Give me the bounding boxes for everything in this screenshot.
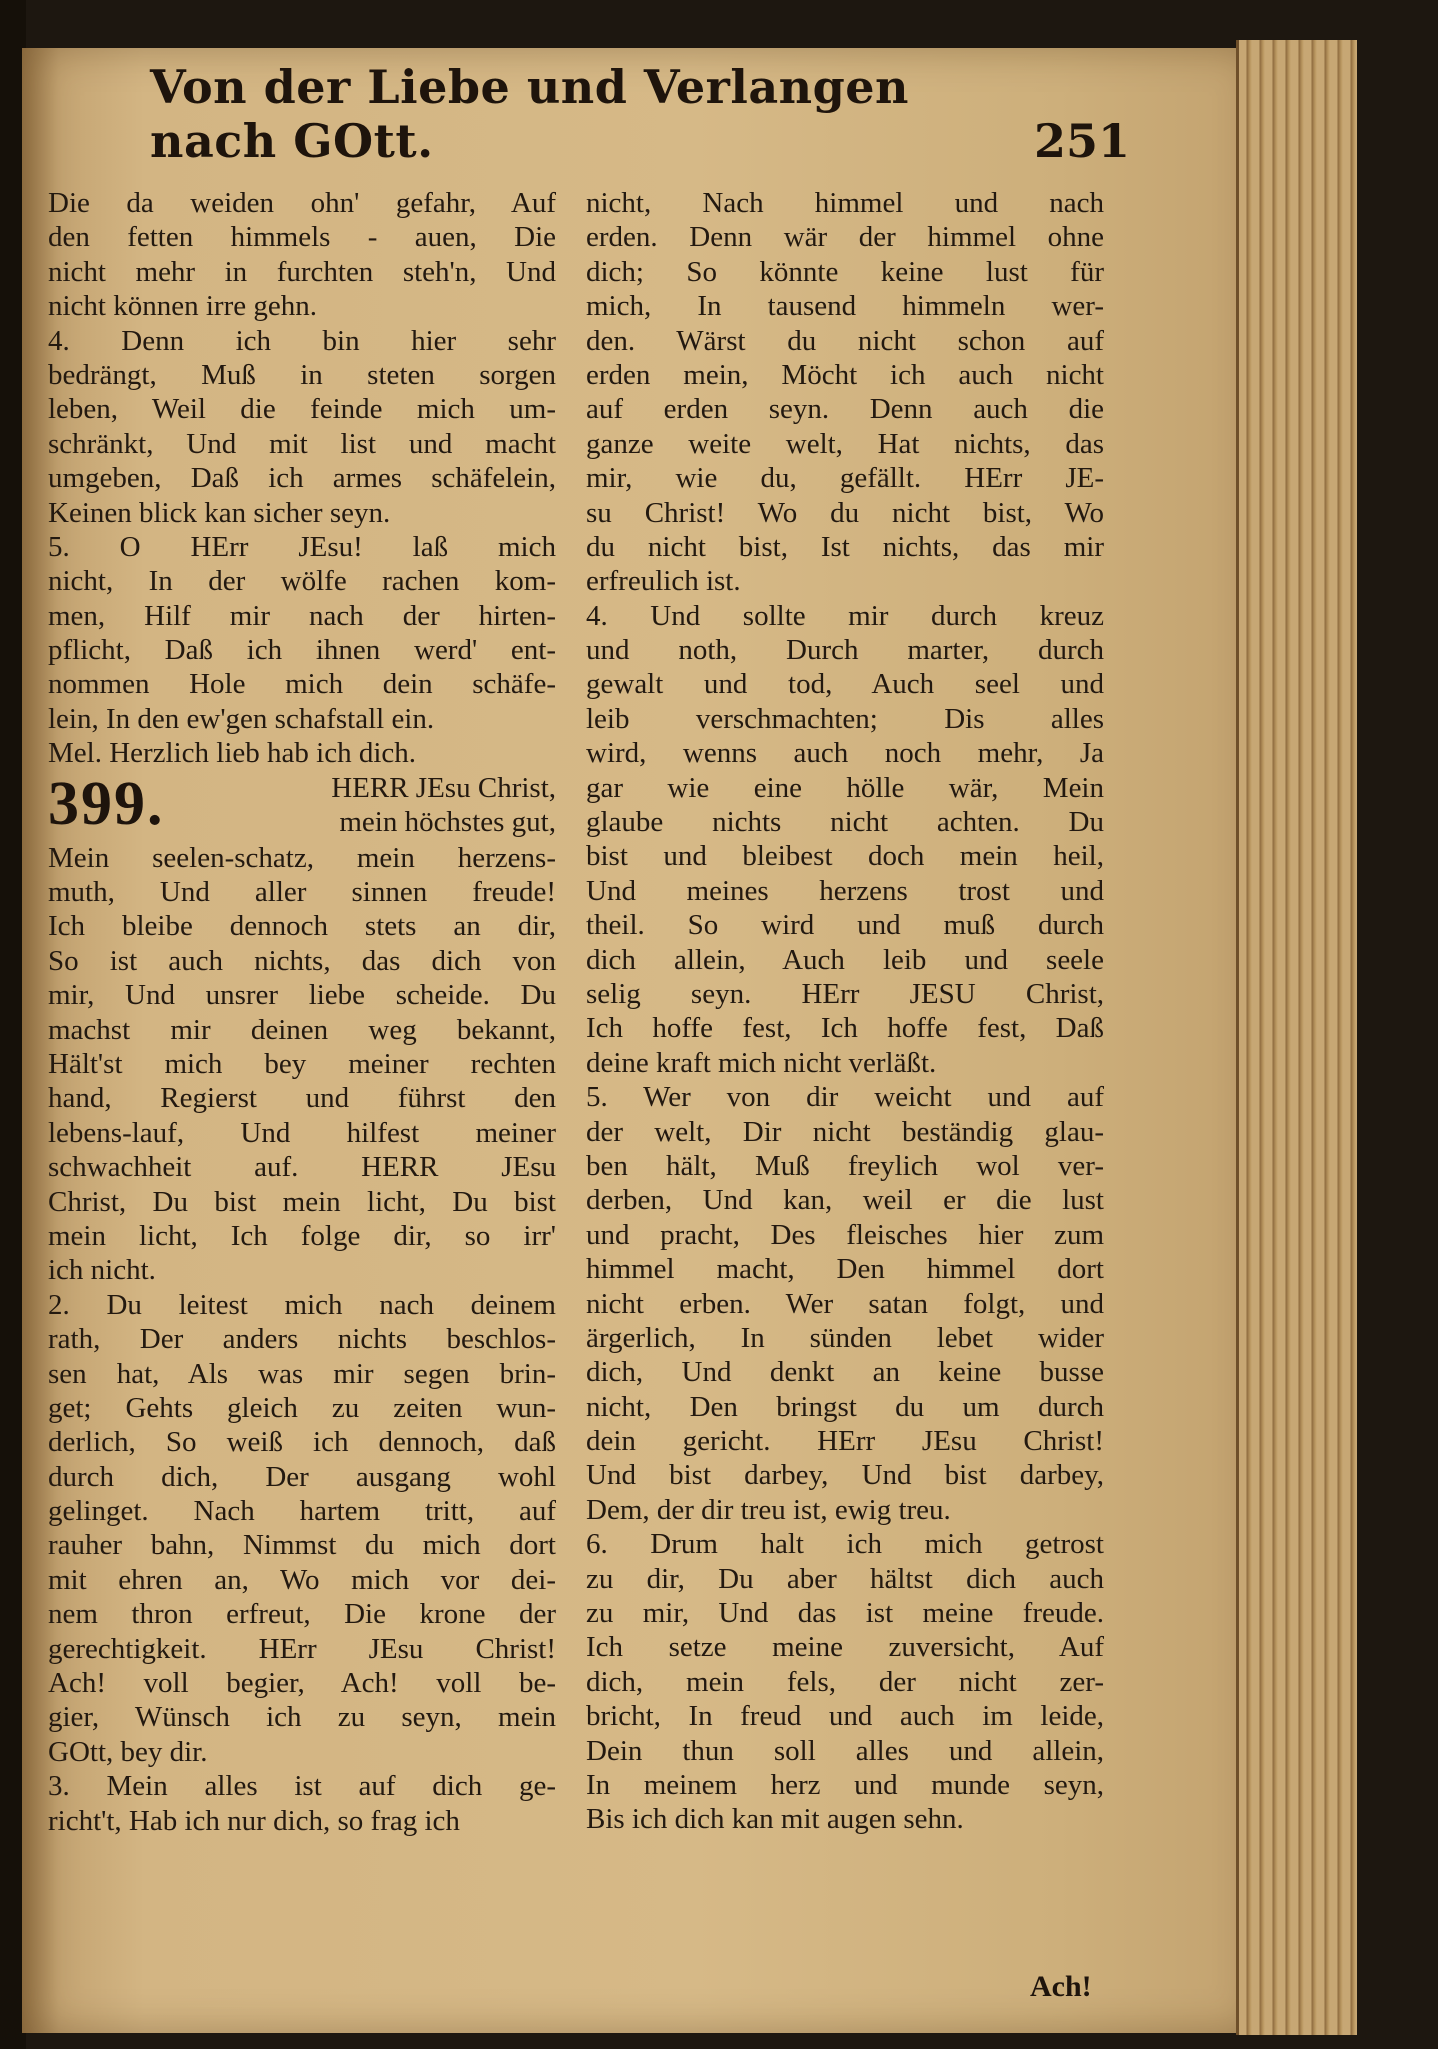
text-line: lein, In den ew'gen schafstall ein. — [48, 702, 435, 735]
text-line: dich; So könnte keine lust für — [586, 255, 1104, 288]
text-line: So ist auch nichts, das dich von — [48, 944, 556, 977]
text-line: ganze weite welt, Hat nichts, das — [586, 427, 1104, 460]
text-line: rath, Der anders nichts beschlos- — [48, 1323, 556, 1356]
text-line: durch dich, Der ausgang wohl — [48, 1460, 556, 1493]
text-line: derlich, So weiß ich dennoch, daß — [48, 1426, 556, 1459]
text-line: get; Gehts gleich zu zeiten wun- — [48, 1391, 556, 1424]
running-title: Von der Liebe und Verlangen nach GOtt. — [150, 60, 909, 168]
text-line: und pracht, Des fleisches hier zum — [586, 1218, 1104, 1251]
catchword: Ach! — [1030, 1970, 1092, 2003]
page-edges — [1236, 40, 1357, 2035]
text-line: bricht, In freud und auch im leide, — [586, 1700, 1104, 1733]
text-line: Hält'st mich bey meiner rechten — [48, 1047, 556, 1080]
text-line: In meinem herz und munde seyn, — [586, 1768, 1104, 1801]
text-line: Dem, der dir treu ist, ewig treu. — [586, 1493, 951, 1526]
text-line: den fetten himmels - auen, Die — [48, 221, 556, 254]
text-line: nicht erben. Wer satan folgt, und — [586, 1287, 1104, 1320]
text-line: GOtt, bey dir. — [48, 1735, 208, 1768]
text-line: erden mein, Möcht ich auch nicht — [586, 358, 1104, 391]
text-line: sen hat, Als was mir segen brin- — [48, 1357, 556, 1390]
text-line: nicht mehr in furchten steh'n, Und — [48, 255, 556, 288]
text-line: 3. Mein alles ist auf dich ge- — [48, 1770, 556, 1803]
text-line: 5. O HErr JEsu! laß mich — [48, 530, 556, 563]
text-line: dein gericht. HErr JEsu Christ! — [586, 1425, 1104, 1458]
text-line: nicht, Nach himmel und nach — [586, 187, 1104, 219]
text-line: 5. Wer von dir weicht und auf — [586, 1081, 1104, 1114]
text-line: Die da weiden ohn' gefahr, Auf — [48, 187, 556, 219]
text-line: gar wie eine hölle wär, Mein — [586, 771, 1104, 804]
text-line: erfreulich ist. — [586, 565, 741, 598]
text-line: schränkt, Und mit list und macht — [48, 427, 556, 460]
text-line: lebens-lauf, Und hilfest meiner — [48, 1116, 556, 1149]
text-line: richt't, Hab ich nur dich, so frag ich — [48, 1804, 460, 1837]
text-line: deine kraft mich nicht verläßt. — [586, 1046, 937, 1079]
text-line: dich, Und denkt an keine busse — [586, 1356, 1104, 1389]
text-line: selig seyn. HErr JESU Christ, — [586, 977, 1104, 1010]
text-line: gerechtigkeit. HErr JEsu Christ! — [48, 1632, 556, 1665]
text-line: umgeben, Daß ich armes schäfelein, — [48, 462, 556, 495]
text-line: men, Hilf mir nach der hirten- — [48, 599, 556, 632]
text-line: Ich bleibe dennoch stets an dir, — [48, 910, 556, 943]
page-header — [150, 60, 1130, 168]
text-line: Mel. Herzlich lieb hab ich dich. — [48, 737, 417, 770]
text-line: pflicht, Daß ich ihnen werd' ent- — [48, 634, 556, 667]
text-line: erden. Denn wär der himmel ohne — [586, 221, 1104, 254]
text-line: nicht, In der wölfe rachen kom- — [48, 565, 556, 598]
text-line: hand, Regierst und führst den — [48, 1082, 556, 1115]
text-line: su Christ! Wo du nicht bist, Wo — [586, 496, 1104, 529]
text-line: mein licht, Ich folge dir, so irr' — [48, 1219, 556, 1252]
text-line: theil. So wird und muß durch — [586, 909, 1104, 942]
text-line: ben hält, Muß freylich wol ver- — [586, 1149, 1104, 1182]
text-line: muth, Und aller sinnen freude! — [48, 876, 556, 909]
hymn-first-line: HERR JEsu Christ, — [331, 771, 556, 804]
right-column — [586, 186, 1104, 1837]
text-line: 4. Und sollte mir durch kreuz — [586, 599, 1104, 632]
hymn-number: 399. — [48, 769, 165, 838]
left-column — [48, 186, 556, 1838]
page-number: 251 — [1033, 114, 1130, 168]
text-line: Bis ich dich kan mit augen sehn. — [586, 1803, 964, 1836]
text-line: Ich hoffe fest, Ich hoffe fest, Daß — [586, 1012, 1104, 1045]
hymn-second-line: mein höchstes gut, — [339, 806, 556, 839]
text-line: Mein seelen-schatz, mein herzens- — [48, 841, 556, 874]
text-line: Und bist darbey, Und bist darbey, — [586, 1459, 1104, 1492]
text-line: leben, Weil die feinde mich um- — [48, 393, 556, 426]
text-line: glaube nichts nicht achten. Du — [586, 806, 1104, 839]
text-line: gier, Wünsch ich zu seyn, mein — [48, 1701, 556, 1734]
text-line: nommen Hole mich dein schäfe- — [48, 668, 556, 701]
text-line: bist und bleibest doch mein heil, — [586, 840, 1104, 873]
text-line: Und meines herzens trost und — [586, 874, 1104, 907]
text-line: 4. Denn ich bin hier sehr — [48, 324, 556, 357]
text-line: dich allein, Auch leib und seele — [586, 943, 1104, 976]
text-line: nicht, Den bringst du um durch — [586, 1390, 1104, 1423]
text-line: der welt, Dir nicht beständig glau- — [586, 1115, 1104, 1148]
text-line: und noth, Durch marter, durch — [586, 634, 1104, 667]
text-line: zu dir, Du aber hältst dich auch — [586, 1562, 1104, 1595]
text-line: mir, Und unsrer liebe scheide. Du — [48, 979, 556, 1012]
left-text-block-b — [48, 841, 556, 1838]
hymn-heading — [48, 771, 556, 841]
text-line: gewalt und tod, Auch seel und — [586, 668, 1104, 701]
text-line: mir, wie du, gefällt. HErr JE- — [586, 462, 1104, 495]
text-line: nicht können irre gehn. — [48, 290, 317, 323]
text-line: Christ, Du bist mein licht, Du bist — [48, 1185, 556, 1218]
text-line: wird, wenns auch noch mehr, Ja — [586, 737, 1104, 770]
hymn-opening — [175, 771, 557, 840]
text-line: bedrängt, Muß in steten sorgen — [48, 358, 556, 391]
text-line: du nicht bist, Ist nichts, das mir — [586, 530, 1104, 563]
left-text-block-a — [48, 186, 556, 771]
text-line: ich nicht. — [48, 1254, 156, 1287]
text-line: Keinen blick kan sicher seyn. — [48, 496, 391, 529]
text-line: schwachheit auf. HERR JEsu — [48, 1151, 556, 1184]
text-line: leib verschmachten; Dis alles — [586, 702, 1104, 735]
text-line: machst mir deinen weg bekannt, — [48, 1013, 556, 1046]
text-line: Ich setze meine zuversicht, Auf — [586, 1631, 1104, 1664]
text-line: dich, mein fels, der nicht zer- — [586, 1665, 1104, 1698]
text-line: gelinget. Nach hartem tritt, auf — [48, 1495, 556, 1528]
text-line: zu mir, Und das ist meine freude. — [586, 1597, 1104, 1630]
text-line: nem thron erfreut, Die krone der — [48, 1598, 556, 1631]
right-text-block — [586, 186, 1104, 1837]
text-line: mit ehren an, Wo mich vor dei- — [48, 1563, 556, 1596]
text-line: Dein thun soll alles und allein, — [586, 1734, 1104, 1767]
text-line: 2. Du leitest mich nach deinem — [48, 1288, 556, 1321]
text-line: auf erden seyn. Denn auch die — [586, 393, 1104, 426]
text-line: rauher bahn, Nimmst du mich dort — [48, 1529, 556, 1562]
text-line: himmel macht, Den himmel dort — [586, 1253, 1104, 1286]
text-line: den. Wärst du nicht schon auf — [586, 324, 1104, 357]
text-line: mich, In tausend himmeln wer- — [586, 290, 1104, 323]
text-line: 6. Drum halt ich mich getrost — [586, 1528, 1104, 1561]
text-line: ärgerlich, In sünden lebet wider — [586, 1321, 1104, 1354]
text-line: Ach! voll begier, Ach! voll be- — [48, 1667, 556, 1700]
text-line: derben, Und kan, weil er die lust — [586, 1184, 1104, 1217]
